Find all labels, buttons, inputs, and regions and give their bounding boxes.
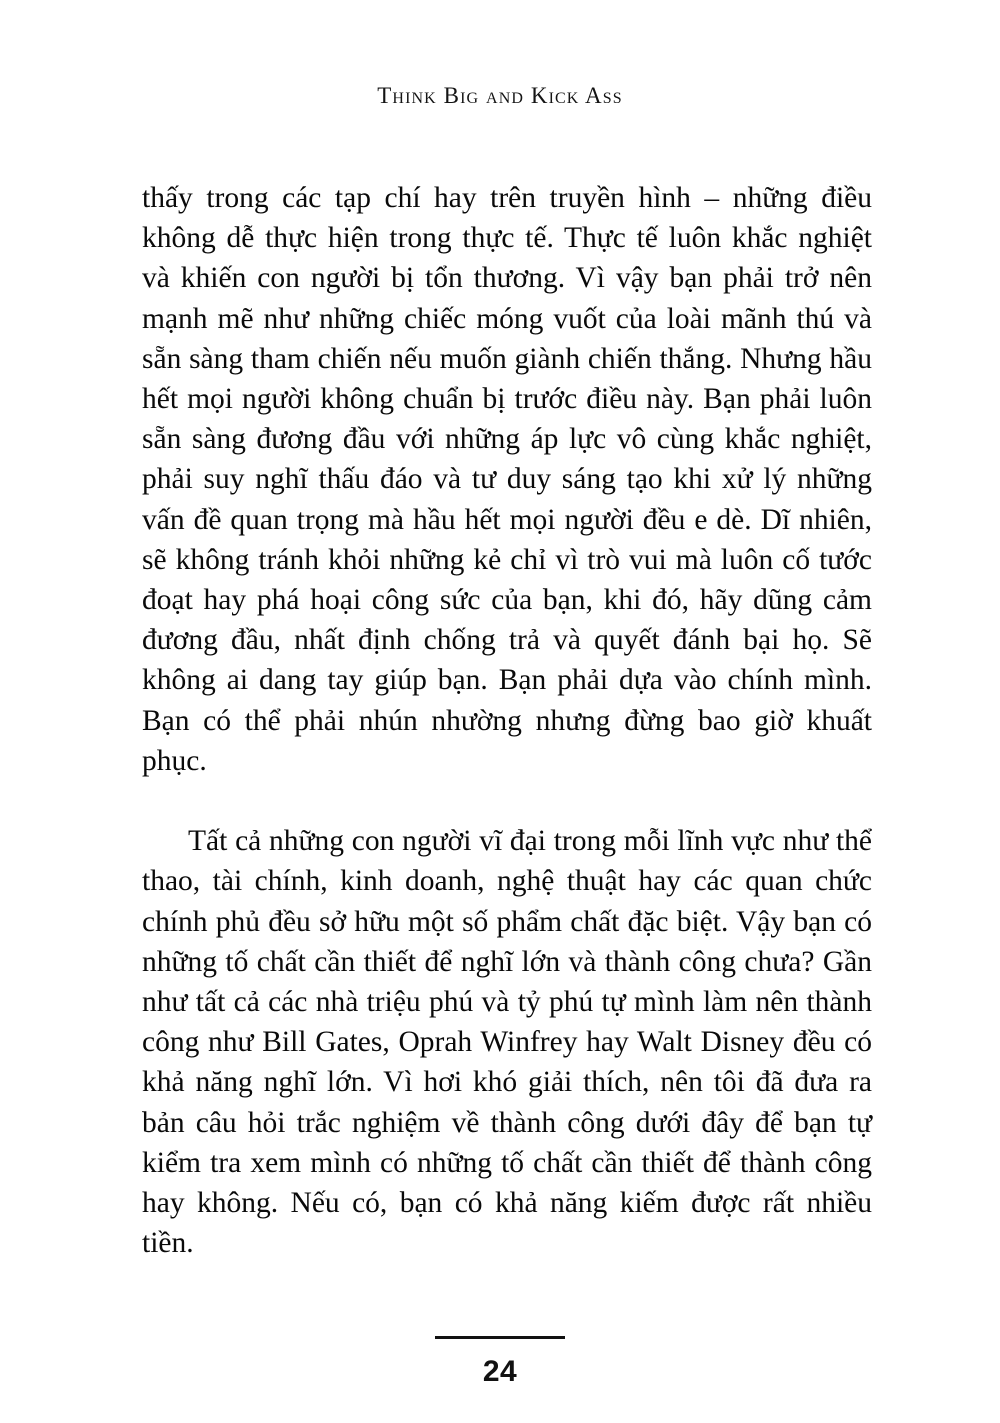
body-paragraph: Tất cả những con người vĩ đại trong mỗi lĩnh vực như thể thao, tài chính, kinh doanh, nghệ thuật hay các quan chức chính phủ đều sở hữu một số phẩm chất đặc biệt. Vậy bạn có những tố chất cần thiết để nghĩ lớn và thành công chưa? Gần như tất cả các nhà triệu phú và tỷ phú tự mình làm nên thành công như Bill Gates, Oprah Winfrey hay Walt Disney đều có khả năng nghĩ lớn. Vì hơi khó giải thích, nên tôi đã đưa ra bản câu hỏi trắc nghiệm về thành công dưới đây để bạn tự kiểm tra xem mình có những tố chất cần thiết để thành công hay không. Nếu có, bạn có khả năng kiếm được rất nhiều tiền. <box>142 825 872 1260</box>
footer-rule <box>435 1336 565 1339</box>
page-number: 24 <box>482 1355 518 1388</box>
page-footer <box>0 1336 1000 1387</box>
body-paragraph: thấy trong các tạp chí hay trên truyền hình – những điều không dễ thực hiện trong thực tế. Thực tế luôn khắc nghiệt và khiến con người bị tổn thương. Vì vậy bạn phải trở nên mạnh mẽ như những chiếc móng vuốt của loài mãnh thú và sẵn sàng tham chiến nếu muốn giành chiến thắng. Nhưng hầu hết mọi người không chuẩn bị trước điều này. Bạn phải luôn sẵn sàng đương đầu với những áp lực vô cùng khắc nghiệt, phải suy nghĩ thấu đáo và tư duy sáng tạo khi xử lý những vấn đề quan trọng mà hầu hết mọi người đều e dè. Dĩ nhiên, sẽ không tránh khỏi những kẻ chỉ vì trò vui mà luôn cố tước đoạt hay phá hoại công sức của bạn, khi đó, hãy dũng cảm đương đầu, nhất định chống trả và quyết đánh bại họ. Sẽ không ai dang tay giúp bạn. Bạn phải dựa vào chính mình. Bạn có thể phải nhún nhường nhưng đừng bao giờ khuất phục. <box>142 182 872 777</box>
body-text-block <box>142 178 872 1304</box>
running-head: Think Big and Kick Ass <box>377 83 623 108</box>
